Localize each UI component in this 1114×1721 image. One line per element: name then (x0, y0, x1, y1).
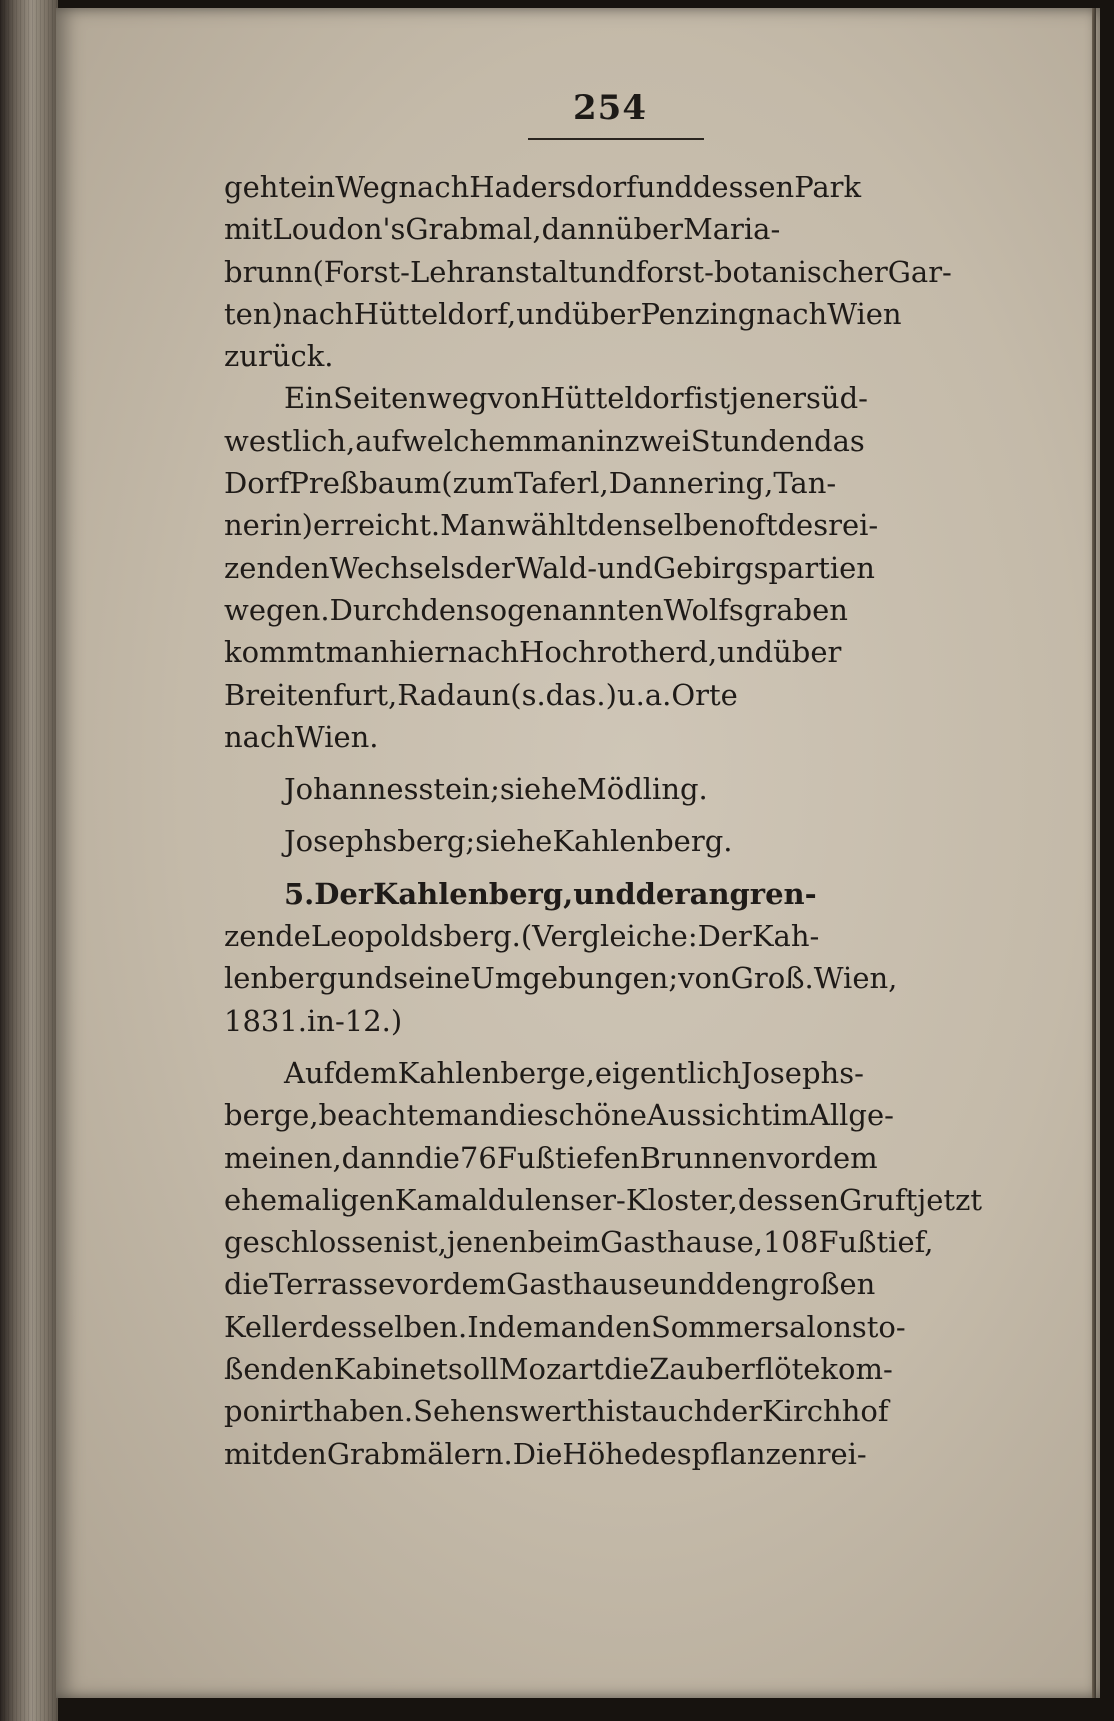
word: zwei (624, 423, 691, 458)
word: 108 (762, 1225, 819, 1260)
word: angren- (689, 876, 817, 911)
word: und (337, 961, 394, 996)
word: Hütteldorf (540, 381, 695, 416)
word: nach (282, 296, 354, 331)
word: Durch (329, 592, 421, 627)
word: und (717, 635, 774, 670)
word: Johannesstein; (284, 772, 500, 807)
header-rule (528, 138, 704, 140)
word: Der (314, 876, 374, 911)
word: auch (641, 1394, 713, 1429)
word: 76 (459, 1140, 497, 1175)
word: und (597, 550, 653, 585)
word: dem (497, 1309, 561, 1344)
word: vor (766, 1140, 815, 1175)
word: Gasthause (506, 1267, 660, 1302)
page-stack-edge (0, 0, 58, 1721)
word: (Vergleiche: (520, 919, 698, 954)
section-heading-kahlenberg (224, 873, 1010, 915)
word: Kahlenberg. (552, 824, 733, 859)
word: Ein (284, 381, 334, 416)
word: nerin) (224, 508, 313, 543)
text-line (224, 1052, 1010, 1094)
text-line (224, 716, 1010, 758)
word: brunn (224, 254, 313, 289)
text-line (224, 335, 1010, 377)
word: Auf (284, 1055, 335, 1090)
text-line (224, 1221, 1010, 1263)
word: Dannering, (608, 466, 774, 501)
word: a. (644, 677, 672, 712)
text-line (224, 1348, 1010, 1390)
word: Stunden (690, 423, 815, 458)
word: von (678, 961, 731, 996)
text-line (224, 674, 1010, 716)
word: Wien (827, 296, 902, 331)
word: tief, (876, 1225, 934, 1260)
word: Wien. (294, 719, 379, 754)
text-line (224, 1390, 1010, 1432)
text-line (224, 1179, 1010, 1221)
text-line (224, 915, 1010, 957)
word: Kirchhof (762, 1394, 889, 1429)
text-line (224, 631, 1010, 673)
word: 5. (284, 876, 315, 911)
word: man (532, 423, 597, 458)
text-line (224, 957, 1010, 999)
word: beim (527, 1225, 601, 1260)
word: geht (224, 170, 291, 204)
word: kommt (224, 635, 326, 670)
word: siehe (475, 824, 553, 859)
word: großen (770, 1267, 876, 1302)
word: Dorf (224, 466, 290, 501)
word: Keller (224, 1309, 312, 1344)
word: ein (290, 170, 336, 204)
word: in (596, 423, 625, 458)
word: Kah- (751, 919, 820, 954)
text-line (224, 589, 1010, 631)
word: dann (341, 1140, 415, 1175)
text-line (224, 504, 1010, 546)
word: welchem (401, 423, 533, 458)
word: nach (756, 296, 828, 331)
text-line (224, 251, 1010, 293)
word: dem (814, 1140, 878, 1175)
word: im (772, 1098, 809, 1133)
word: wegen. (224, 592, 330, 627)
word: meinen, (224, 1140, 342, 1175)
word: der (465, 550, 515, 585)
word: süd- (806, 381, 868, 416)
word: man (325, 635, 390, 670)
word: von (487, 381, 541, 416)
word: Der (697, 919, 752, 954)
word: ponirt (224, 1394, 314, 1429)
word: Grabmal, (405, 212, 542, 247)
word: Hütteldorf, (353, 296, 517, 331)
word: berge, (224, 1098, 319, 1133)
word: und (573, 876, 636, 911)
word: über (572, 296, 641, 331)
word: soll (447, 1352, 499, 1387)
word: lenberg (224, 961, 338, 996)
word: Penzing (640, 296, 757, 331)
word: dessen (737, 1182, 840, 1217)
word: Radaun (397, 677, 511, 712)
word: jener (730, 381, 807, 416)
word: Hochrotherd, (519, 635, 718, 670)
text-line (224, 1137, 1010, 1179)
word: in-12.) (307, 1003, 403, 1038)
text-line (224, 547, 1010, 589)
text-line (224, 1433, 1010, 1475)
word: sogenannten (474, 592, 664, 627)
word: mit (224, 1436, 273, 1471)
word: eigentlich (594, 1055, 741, 1090)
word: Man (440, 508, 506, 543)
word: Leopoldsberg. (310, 919, 521, 954)
word: zende (224, 919, 311, 954)
word: (zum (441, 466, 515, 501)
word: denselben (587, 508, 738, 543)
word: forst-botanischer (635, 254, 888, 289)
word: nach (398, 170, 470, 204)
text-line (224, 462, 1010, 504)
word: desselben. (311, 1309, 468, 1344)
text-line (224, 1000, 1010, 1042)
word: ist (694, 381, 731, 416)
word: wählt (505, 508, 588, 543)
text-line (224, 166, 1010, 208)
word: ehemaligen (224, 1182, 395, 1217)
word: Josephs- (740, 1055, 864, 1090)
word: Die (512, 1436, 563, 1471)
word: (Forst-Lehranstalt (312, 254, 580, 289)
word: ist (605, 1394, 642, 1429)
word: oft (737, 508, 778, 543)
word: dann (541, 212, 615, 247)
word: Fuß (496, 1140, 555, 1175)
text-line (224, 208, 1010, 250)
word: Allge- (808, 1098, 894, 1133)
word: den (420, 592, 475, 627)
word: rei- (828, 508, 879, 543)
word: Wald- (514, 550, 598, 585)
word: ten) (224, 296, 283, 331)
word: u. (616, 677, 645, 712)
word: Tan- (773, 466, 837, 501)
word: das.) (545, 677, 617, 712)
word: des (777, 508, 829, 543)
word: dem (334, 1055, 398, 1090)
word: den (272, 1436, 327, 1471)
word: siehe (499, 772, 578, 807)
word: Kahlenberge, (397, 1055, 595, 1090)
word: Kahlenberg, (373, 876, 574, 911)
word: man (435, 1098, 499, 1133)
word: hier (389, 635, 449, 670)
word: Hadersdorf (469, 170, 637, 204)
word: jenen (446, 1225, 528, 1260)
word: Orte (671, 677, 738, 712)
word: Groß. (730, 961, 814, 996)
word: zurück. (224, 339, 334, 374)
word: die (498, 1098, 544, 1133)
word: Terrasse (269, 1267, 396, 1302)
word: und (516, 296, 573, 331)
word: die (414, 1140, 460, 1175)
word: Gar- (887, 254, 952, 289)
page-body-text (224, 166, 1010, 1475)
word: schöne (543, 1098, 647, 1133)
word: (s. (510, 677, 546, 712)
index-entry-josephsberg (224, 820, 1010, 862)
word: Preßbaum (289, 466, 442, 501)
word: Seitenweg (333, 381, 488, 416)
word: Wien, (813, 961, 898, 996)
word: geschlossen (224, 1225, 402, 1260)
word: Mozart (498, 1352, 605, 1387)
word: dem (442, 1267, 507, 1302)
word: Sommersalon (650, 1309, 852, 1344)
word: die (604, 1352, 650, 1387)
word: Zauberflöte (649, 1352, 821, 1387)
word: Breitenfurt, (224, 677, 398, 712)
word: zenden (224, 550, 330, 585)
page-number: 254 (573, 88, 647, 128)
word: vor (395, 1267, 443, 1302)
word: Gasthause, (600, 1225, 763, 1260)
word: und (636, 170, 693, 204)
word: Weg (335, 170, 399, 204)
word: Josephsberg; (284, 824, 476, 859)
word: Wolfsgraben (663, 592, 848, 627)
word: jetzt (917, 1182, 983, 1217)
word: auf (355, 423, 402, 458)
word: das (814, 423, 865, 458)
word: mit (224, 212, 273, 247)
word: Fuß (818, 1225, 877, 1260)
word: Höhe (562, 1436, 642, 1471)
word: und (579, 254, 636, 289)
word: des (641, 1436, 692, 1471)
word: der (635, 876, 690, 911)
word: westlich, (224, 423, 356, 458)
word: ßenden (224, 1352, 334, 1387)
word: seine (393, 961, 471, 996)
word: Sehenswerth (413, 1394, 606, 1429)
word: an (560, 1309, 597, 1344)
word: Gebirgspartien (653, 550, 875, 585)
word: über (773, 635, 842, 670)
word: Umgebungen; (470, 961, 679, 996)
word: der (712, 1394, 762, 1429)
word: Kabinet (333, 1352, 448, 1387)
word: dessen (692, 170, 795, 204)
word: und (659, 1267, 716, 1302)
word: Mödling. (577, 772, 708, 807)
page-gutter-edge (1092, 8, 1096, 1698)
text-line (224, 1094, 1010, 1136)
word: ist, (401, 1225, 447, 1260)
word: nach (224, 719, 295, 754)
word: Gruft (839, 1182, 918, 1217)
word: Grabmälern. (326, 1436, 513, 1471)
text-line (224, 1306, 1010, 1348)
word: Taferl, (514, 466, 609, 501)
text-line (224, 420, 1010, 462)
word: sto- (851, 1309, 906, 1344)
word: die (224, 1267, 270, 1302)
word: über (614, 212, 684, 247)
word: kom- (820, 1352, 893, 1387)
word: 1831. (224, 1003, 308, 1038)
word: den (715, 1267, 771, 1302)
word: Loudon's (272, 212, 406, 247)
word: pflanzenrei- (691, 1436, 867, 1471)
text-line (224, 293, 1010, 335)
word: beachte (318, 1098, 436, 1133)
word: Kamaldulenser-Kloster, (394, 1182, 738, 1217)
word: Wechsels (329, 550, 466, 585)
text-line (224, 1263, 1010, 1305)
word: Brunnen (639, 1140, 767, 1175)
word: erreicht. (312, 508, 441, 543)
word: Park (794, 170, 862, 204)
word: Maria- (683, 212, 781, 247)
word: den (596, 1309, 651, 1344)
index-entry-johannesstein (224, 768, 1010, 810)
text-line (224, 377, 1010, 419)
word: nach (448, 635, 520, 670)
word: tiefen (554, 1140, 640, 1175)
word: haben. (313, 1394, 414, 1429)
word: In (467, 1309, 498, 1344)
word: Aussicht (646, 1098, 773, 1133)
